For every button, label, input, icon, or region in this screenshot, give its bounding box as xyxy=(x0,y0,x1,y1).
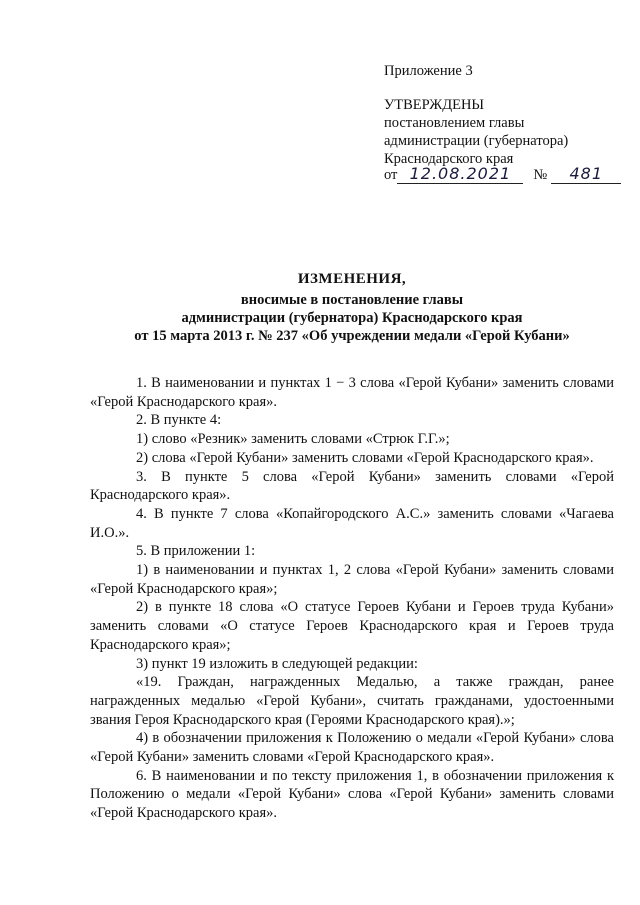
approved-label: УТВЕРЖДЕНЫ xyxy=(384,97,485,113)
paragraph: 4) в обозначении приложения к Положению о медали «Герой Кубани» слова «Герой Кубани» заменить словами «Герой Краснодарского края». xyxy=(90,730,614,766)
paragraph: 1) слово «Резник» заменить словами «Стрюк Г.Г.»; xyxy=(136,431,450,448)
paragraph: 2. В пункте 4: xyxy=(136,412,222,429)
document-body xyxy=(90,374,614,823)
from-label: от xyxy=(384,167,398,183)
title-heading: ИЗМЕНЕНИЯ, xyxy=(297,271,407,287)
paragraph: 1) в наименовании и пунктах 1, 2 слова «Герой Кубани» заменить словами «Герой Краснодарского края»; xyxy=(90,562,614,597)
number-handwritten: 481 xyxy=(569,164,604,183)
title-line-4: от 15 марта 2013 г. № 237 «Об учреждении медали «Герой Кубани» xyxy=(134,328,570,344)
paragraph: 4. В пункте 7 слова «Копайгородского А.С.» заменить словами «Чагаева И.О.». xyxy=(90,505,614,541)
title-line-3: администрации (губернатора) Краснодарского края xyxy=(181,310,523,326)
date-handwritten: 12.08.2021 xyxy=(409,164,512,183)
paragraph: 2) в пункте 18 слова «О статусе Героев Кубани и Героев труда Кубани» заменить словами «О статусе Героев Краснодарского края и Героев труда Краснодарского края»; xyxy=(90,599,614,653)
appendix-label: Приложение 3 xyxy=(384,63,473,79)
paragraph: 1. В наименовании и пунктах 1 − 3 слова «Герой Кубани» заменить словами «Герой Краснодарского края». xyxy=(90,375,614,410)
number-field xyxy=(551,166,621,184)
date-field xyxy=(397,166,523,184)
paragraph: «19. Граждан, награжденных Медалью, а также граждан, ранее награжденных медалью «Герой Кубани», считать гражданами, удостоенными звания Героя Краснодарского края (Героями Краснодарского края).»; xyxy=(90,674,614,728)
paragraph: 6. В наименовании и по тексту приложения 1, в обозначении приложения к Положению о медали «Герой Кубани» слова «Герой Кубани» заменить словами «Герой Краснодарского края». xyxy=(90,767,614,822)
approved-by-line-2: администрации (губернатора) xyxy=(384,133,569,149)
number-label: № xyxy=(533,167,548,183)
date-number-row xyxy=(384,166,621,184)
paragraph: 5. В приложении 1: xyxy=(136,543,256,560)
paragraph: 3) пункт 19 изложить в следующей редакции: xyxy=(136,655,418,672)
paragraph: 2) слова «Герой Кубани» заменить словами «Герой Краснодарского края». xyxy=(136,449,594,466)
document-title xyxy=(40,270,640,345)
approved-by-line-3: Краснодарского края xyxy=(384,151,514,167)
approved-by-line-1: постановлением главы xyxy=(384,115,525,131)
paragraph: 3. В пункте 5 слова «Герой Кубани» заменить словами «Герой Краснодарского края». xyxy=(90,468,614,504)
title-line-2: вносимые в постановление главы xyxy=(240,292,464,308)
